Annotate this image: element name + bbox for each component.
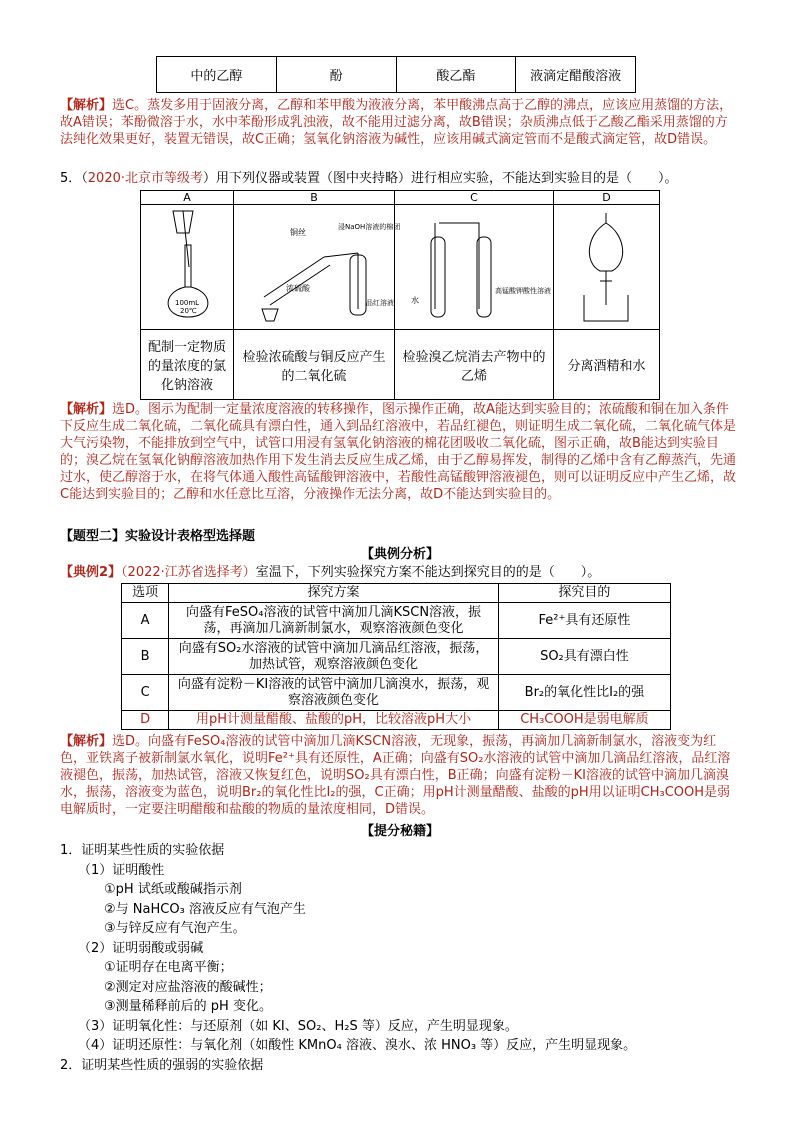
apparatus-header: D	[554, 191, 660, 205]
question-text: ）用下列仪器或装置（图中夹持略）进行相应实验，不能达到实验目的是（ ）。	[203, 171, 678, 186]
list-item: ③与锌反应有气泡产生。	[104, 921, 246, 936]
caption-d: 分离酒精和水	[554, 330, 660, 400]
table-cell: Br₂的氧化性比I₂的强	[498, 675, 670, 711]
table-cell: 向盛有淀粉－KI溶液的试管中滴加几滴溴水，振荡，观察溶液颜色变化	[169, 675, 499, 711]
analysis-tag: 【解析】	[60, 734, 113, 749]
figure-c	[395, 205, 554, 330]
list-item: ①pH 试纸或酸碱指示剂	[104, 882, 242, 897]
question-number: 5．（	[60, 171, 88, 186]
top-table-cell: 中的乙醇	[157, 57, 277, 93]
figure-a	[141, 205, 234, 330]
typical-label: 【典例分析】	[360, 547, 439, 562]
table-header: 探究目的	[498, 584, 670, 603]
list-item: ③测量稀释前后的 pH 变化。	[104, 999, 272, 1014]
apparatus-header: C	[395, 191, 554, 205]
example-tag: 【典例2】	[60, 565, 122, 580]
table-header: 探究方案	[169, 584, 499, 603]
list-heading-1: 1．证明某些性质的实验依据	[60, 843, 225, 858]
question-5	[60, 170, 740, 187]
tips-list	[60, 841, 740, 1075]
example-source: （2022·江苏省选择考）	[121, 565, 256, 580]
table-cell: SO₂具有漂白性	[498, 639, 670, 675]
flask-volume-label: 100mL	[175, 299, 200, 307]
list-sub-1: （1）证明酸性	[78, 862, 165, 878]
table-cell: 向盛有FeSO₄溶液的试管中滴加几滴KSCN溶液，振荡，再滴加几滴新制氯水，观察溶液颜色变化	[169, 603, 499, 639]
type2-heading	[60, 528, 740, 545]
copper-label: 铜丝	[290, 228, 306, 237]
typical-heading	[60, 546, 740, 563]
naoh-label: 浸NaOH溶液的棉团	[338, 223, 401, 231]
caption-c: 检验溴乙烷消去产物中的乙烯	[395, 330, 554, 400]
top-table-cell: 酸乙酯	[396, 57, 516, 93]
experiment-table	[121, 583, 671, 730]
acid-label: 浓硫酸	[286, 284, 310, 293]
analysis-3	[60, 733, 740, 818]
top-table	[156, 56, 636, 93]
separatory-funnel-figure	[554, 205, 659, 325]
analysis-1	[60, 97, 740, 148]
analysis-2	[60, 401, 740, 503]
tips-heading	[60, 823, 740, 840]
pinred-label: 品红溶液	[366, 299, 394, 307]
list-sub-4: （4）证明还原性：与氧化剂（如酸性 KMnO₄ 溶液、溴水、浓 HNO₃ 等）反应，产生明显现象。	[78, 1038, 637, 1053]
figure-b	[234, 205, 401, 330]
table-cell: Fe²⁺具有还原性	[498, 603, 670, 639]
list-sub-3: （3）证明氧化性：与还原剂（如 KI、SO₂、H₂S 等）反应，产生明显现象。	[78, 1018, 518, 1034]
analysis-text: 选D。图示为配制一定量浓度溶液的转移操作，图示操作正确，故A能达到实验目的；浓硫酸和铜在加入条件下反应生成二氧化硫，二氧化硫具有漂白性，通入到品红溶液中，若品红褪色，则证明生成二氧化硫，二氧化硫气体是大气污染物，不能排放到空气中，试管口用浸有氢氧化钠溶液的棉花团吸收二氧化硫，图示正确，故B能达到实验目的；溴乙烷在氢氧化钠醇溶液加热作用下发生消去反应生成乙烯，由于乙醇易挥发，制得的乙烯中含有乙醇蒸汽，先通过水，使乙醇溶于水，在将气体通入酸性高锰酸钾溶液中，若酸性高锰酸钾溶液褪色，则可以证明反应中产生乙烯，故C能达到实验目的；乙醇和水任意比互溶，分液操作无法分离，故D不能达到实验目的。	[60, 402, 737, 502]
apparatus-table	[140, 190, 660, 400]
table-cell: 向盛有SO₂水溶液的试管中滴加几滴品红溶液，振荡，加热试管，观察溶液颜色变化	[169, 639, 499, 675]
caption-b: 检验浓硫酸与铜反应产生的二氧化硫	[234, 330, 395, 400]
list-item: ①证明存在电离平衡；	[104, 960, 233, 975]
apparatus-header: B	[234, 191, 395, 205]
ethylene-test-figure	[395, 205, 553, 325]
example-2	[60, 564, 740, 581]
type2-label: 【题型二】实验设计表格型选择题	[60, 529, 256, 544]
caption-a: 配制一定物质的量浓度的氯化钠溶液	[141, 330, 234, 400]
top-table-cell: 酚	[276, 57, 396, 93]
table-cell-answer: CH₃COOH是弱电解质	[498, 711, 670, 730]
analysis-text: 选D。向盛有FeSO₄溶液的试管中滴加几滴KSCN溶液，无现象，振荡，再滴加几滴新制氯水，溶液变为红色，亚铁离子被新制氯水氧化，说明Fe²⁺具有还原性，A正确；向盛有SO₂水溶液的试管中滴加几滴品红溶液，品红溶液褪色，振荡，加热试管，溶液又恢复红色，说明SO₂具有漂白性，B正确；向盛有淀粉－KI溶液的试管中滴加几滴溴水，振荡，溶液变为蓝色，说明Br₂的氧化性比I₂的强，C正确；用pH计测量醋酸、盐酸的pH用以证明CH₃COOH是弱电解质时，一定要注明醋酸和盐酸的物质的量浓度相同，D错误。	[60, 734, 731, 817]
flask-temp-label: 20℃	[180, 307, 197, 315]
analysis-text: 选C。蒸发多用于固液分离，乙醇和苯甲酸为液液分离，苯甲酸沸点高于乙醇的沸点，应该应用蒸馏的方法，故A错误；苯酚微溶于水，水中苯酚形成乳浊液，故不能用过滤分离，故B错误；杂质沸点低于乙酸乙酯采用蒸馏的方法纯化效果更好，装置无错误，故C正确；氢氧化钠溶液为碱性，应该用碱式滴定管而不是酸式滴定管，故D错误。	[60, 98, 733, 147]
question-source: 2020·北京市等级考	[87, 171, 203, 186]
example-text: 室温下，下列实验探究方案不能达到探究目的的是（ ）。	[255, 565, 601, 580]
table-cell-answer: D	[122, 711, 169, 730]
list-item: ②与 NaHCO₃ 溶液反应有气泡产生	[104, 901, 306, 917]
table-header: 选项	[122, 584, 169, 603]
apparatus-header: A	[141, 191, 234, 205]
table-cell-answer: 用pH计测量醋酸、盐酸的pH，比较溶液pH大小	[169, 711, 499, 730]
list-sub-2: （2）证明弱酸或弱碱	[78, 940, 204, 956]
water-label: 水	[411, 296, 419, 305]
top-table-cell: 液滴定醋酸溶液	[516, 57, 636, 93]
table-cell: C	[122, 675, 169, 711]
table-cell: A	[122, 603, 169, 639]
copper-acid-figure	[234, 205, 401, 325]
tips-label: 【提分秘籍】	[360, 824, 439, 839]
table-cell: B	[122, 639, 169, 675]
list-item: ②测定对应盐溶液的酸碱性；	[104, 979, 272, 995]
analysis-tag: 【解析】	[60, 402, 113, 417]
figure-d	[554, 205, 660, 330]
analysis-tag: 【解析】	[60, 98, 113, 113]
volumetric-flask-figure	[141, 205, 233, 325]
kmno4-label: 高锰酸钾酸性溶液	[495, 287, 551, 295]
list-heading-2: 2．证明某些性质的强弱的实验依据	[60, 1057, 264, 1073]
